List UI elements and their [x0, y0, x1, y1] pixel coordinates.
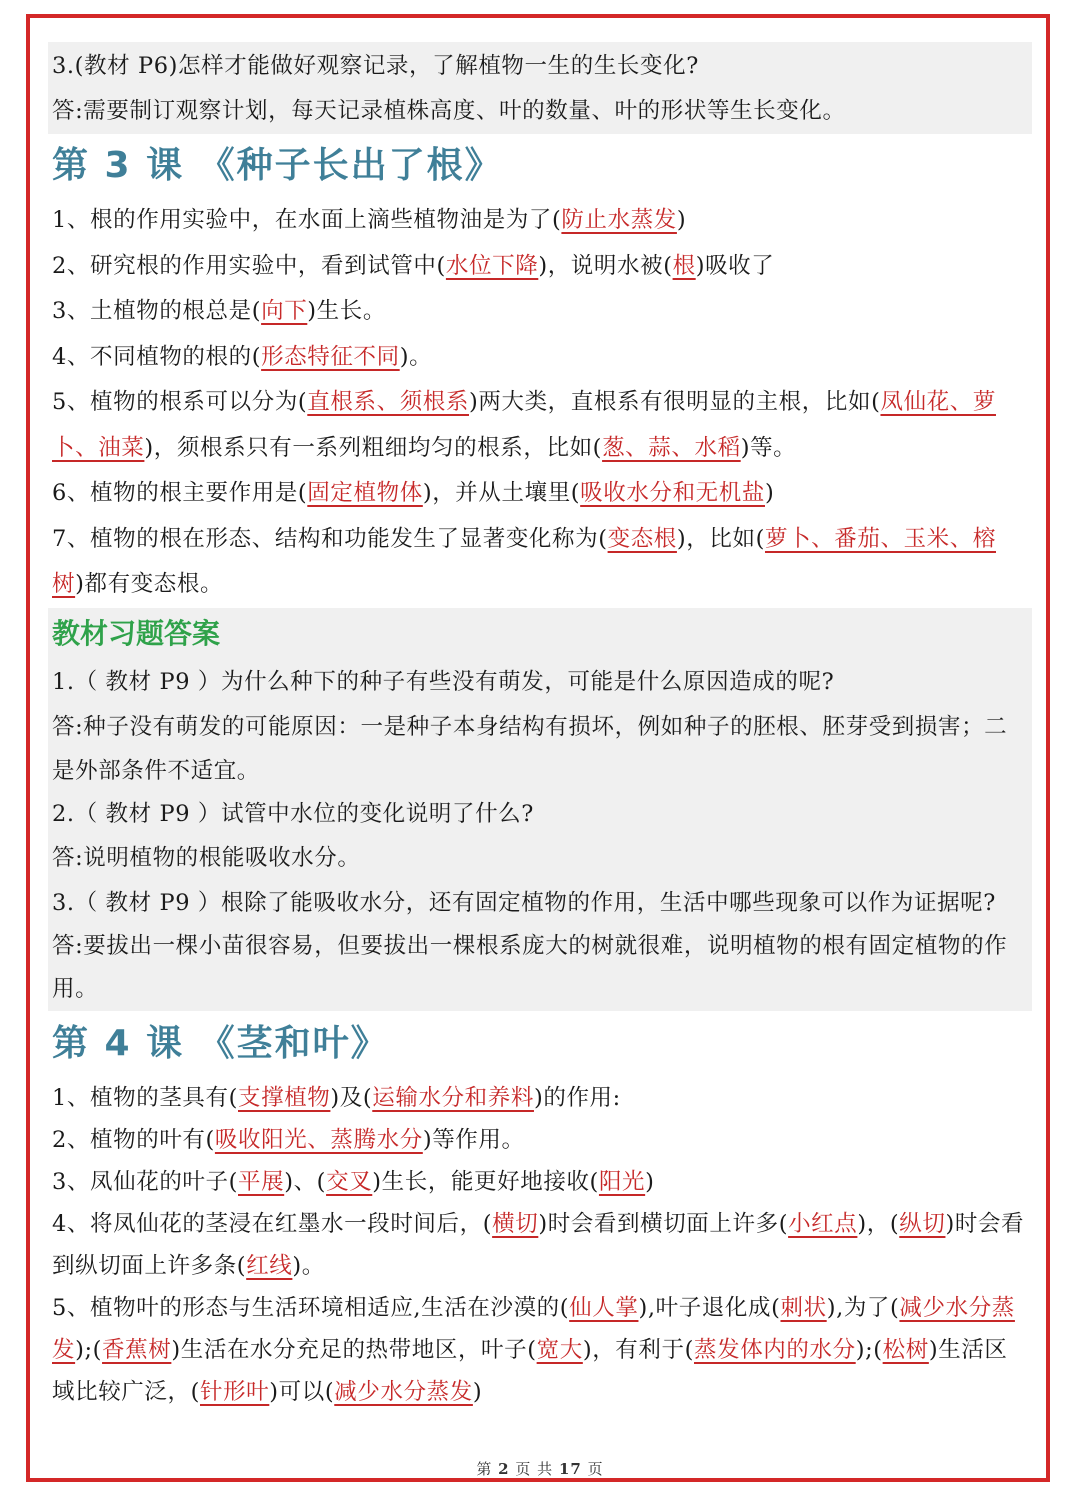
statement-text: )，比如( [676, 525, 765, 552]
answer-blank: 刺状 [780, 1294, 827, 1321]
statement-text: )生活在水分充足的热带地区，叶子( [171, 1336, 537, 1363]
answer-blank: 根 [672, 252, 696, 279]
answer-blank: 变态根 [607, 525, 677, 552]
footer-total-pages: 17 [558, 1460, 582, 1478]
statement-text: ),为了( [826, 1294, 900, 1321]
statement-text: ) [676, 207, 687, 233]
statement-text: ) [645, 1168, 655, 1195]
answer-blank: 小红点 [788, 1210, 858, 1237]
answer-blank: 直根系、须根系 [307, 389, 469, 415]
lesson-4-item-4 [52, 1203, 1028, 1287]
lesson-3-item-3 [52, 289, 1028, 335]
statement-text: )等作用。 [422, 1126, 525, 1153]
statement-text: 2、研究根的作用实验中，看到试管中( [52, 252, 446, 279]
answer-blank: 仙人掌 [569, 1294, 639, 1321]
answer-blank: 纵切 [899, 1210, 946, 1237]
lesson-3-item-5 [52, 380, 1028, 471]
top-qa-block [48, 42, 1032, 134]
lesson-4-item-1 [52, 1077, 1028, 1119]
statement-text: )生活区域比较广泛，( [52, 1336, 1008, 1405]
exercise-answer-3: 答:要拔出一棵小苗很容易，但要拔出一棵根系庞大的树就很难，说明植物的根有固定植物的作用。 [52, 932, 1008, 1002]
answer-blank: 固定植物体 [307, 480, 423, 506]
statement-text: 2、植物的叶有( [52, 1126, 215, 1153]
lesson-3-item-1 [52, 198, 1028, 244]
statement-text: )等。 [740, 434, 797, 461]
answer-blank: 吸收水分和无机盐 [580, 480, 765, 506]
answer-blank: 松树 [882, 1336, 929, 1363]
answer-blank: 减少水分蒸发 [52, 1294, 1015, 1363]
exercises-block [48, 608, 1032, 1011]
footer-mid: 页 共 [515, 1460, 554, 1478]
answer-blank: 凤仙花、萝卜、油菜 [52, 389, 996, 461]
statement-text: 6、植物的根主要作用是( [52, 480, 308, 506]
answer-blank: 运输水分和养料 [372, 1084, 534, 1111]
statement-text: 5、植物的根系可以分为( [52, 389, 308, 415]
answer-3: 答:需要制订观察计划，每天记录植株高度、叶的数量、叶的形状等生长变化。 [52, 98, 846, 124]
answer-blank: 萝卜、番茄、玉米、榕树 [52, 525, 996, 597]
lesson-3-item-2 [52, 244, 1028, 290]
statement-text: ) [764, 480, 775, 506]
answer-blank: 香蕉树 [102, 1336, 172, 1363]
statement-text: )吸收了 [695, 252, 775, 279]
answer-blank: 向下 [261, 298, 308, 324]
lesson-3-title: 第 3 课 《种子长出了根》 [52, 145, 503, 186]
answer-blank: 阳光 [598, 1168, 646, 1195]
page-content [52, 42, 1028, 1413]
exercise-question-2: 2.（ 教材 P9 ）试管中水位的变化说明了什么? [52, 800, 534, 827]
footer-suffix: 页 [587, 1460, 604, 1478]
lesson-4-title: 第 4 课 《茎和叶》 [52, 1022, 389, 1064]
statement-text: )、( [284, 1168, 327, 1195]
statement-text: )，并从土壤里( [422, 480, 581, 506]
statement-text: 3、凤仙花的叶子( [52, 1168, 238, 1195]
statement-text: )生长，能更好地接收( [372, 1168, 599, 1195]
answer-blank: 形态特征不同 [261, 343, 400, 370]
footer-page-number: 2 [498, 1460, 510, 1478]
lesson-3-item-4 [52, 335, 1028, 381]
statement-text: 7、植物的根在形态、结构和功能发生了显著变化称为( [52, 525, 608, 552]
lesson-4-item-2 [52, 1119, 1028, 1161]
answer-blank: 吸收阳光、蒸腾水分 [214, 1126, 423, 1153]
lesson-4-list [52, 1077, 1028, 1413]
answer-blank: 横切 [492, 1210, 539, 1237]
answer-blank: 宽大 [536, 1336, 583, 1363]
statement-text: )时会看到横切面上许多( [538, 1210, 789, 1237]
statement-text: )两大类，直根系有很明显的主根，比如( [469, 389, 881, 415]
statement-text: )，( [857, 1210, 900, 1237]
answer-blank: 减少水分蒸发 [334, 1378, 473, 1405]
statement-text: 1、根的作用实验中，在水面上滴些植物油是为了( [52, 207, 562, 233]
answer-blank: 水位下降 [445, 252, 539, 279]
page-footer [0, 1458, 1080, 1479]
lesson-3-item-7 [52, 517, 1028, 608]
lesson-3-list [52, 198, 1028, 608]
statement-text: )，说明水被( [538, 252, 673, 279]
exercise-question-3: 3.（ 教材 P9 ）根除了能吸收水分，还有固定植物的作用，生活中哪些现象可以作为证据呢? [52, 889, 996, 916]
answer-blank: 红线 [246, 1252, 293, 1279]
question-3: 3.(教材 P6)怎样才能做好观察记录，了解植物一生的生长变化? [52, 53, 699, 79]
exercises-title: 教材习题答案 [52, 616, 221, 650]
statement-text: ) [472, 1378, 483, 1405]
exercise-question-1: 1.（ 教材 P9 ）为什么种下的种子有些没有萌发，可能是什么原因造成的呢? [52, 668, 835, 695]
statement-text: )。 [399, 343, 433, 370]
statement-text: )都有变态根。 [75, 571, 224, 597]
answer-blank: 防止水蒸发 [561, 207, 677, 233]
answer-blank: 葱、蒜、水稻 [602, 434, 741, 461]
statement-text: 4、不同植物的根的( [52, 343, 262, 370]
lesson-4-item-3 [52, 1161, 1028, 1203]
statement-text: )的作用: [533, 1084, 621, 1111]
statement-text: );( [855, 1336, 883, 1363]
statement-text: 1、植物的茎具有( [52, 1084, 238, 1111]
statement-text: ),叶子退化成( [638, 1294, 781, 1321]
statement-text: )，须根系只有一系列粗细均匀的根系，比如( [144, 434, 603, 461]
statement-text: )。 [292, 1252, 325, 1279]
answer-blank: 蒸发体内的水分 [694, 1336, 856, 1363]
exercise-answer-1: 答:种子没有萌发的可能原因：一是种子本身结构有损坏，例如种子的胚根、胚芽受到损害；二是外部条件不适宜。 [52, 713, 1008, 784]
statement-text: )生长。 [307, 298, 386, 324]
footer-prefix: 第 [476, 1460, 493, 1478]
statement-text: )及( [330, 1084, 373, 1111]
answer-blank: 平展 [238, 1168, 285, 1195]
statement-text: )时会看到纵切面上许多条( [52, 1210, 1025, 1279]
statement-text: );( [75, 1336, 103, 1363]
statement-text: )可以( [269, 1378, 335, 1405]
statement-text: )，有利于( [582, 1336, 694, 1363]
statement-text: 3、土植物的根总是( [52, 298, 262, 324]
statement-text: 5、植物叶的形态与生活环境相适应,生活在沙漠的( [52, 1294, 570, 1321]
statement-text: 4、将凤仙花的茎浸在红墨水一段时间后，( [52, 1210, 493, 1237]
exercise-answer-2: 答:说明植物的根能吸收水分。 [52, 844, 361, 871]
lesson-3-item-6 [52, 471, 1028, 517]
lesson-4-item-5 [52, 1287, 1028, 1413]
answer-blank: 针形叶 [199, 1378, 270, 1405]
answer-blank: 交叉 [326, 1168, 373, 1195]
answer-blank: 支撑植物 [238, 1084, 331, 1111]
